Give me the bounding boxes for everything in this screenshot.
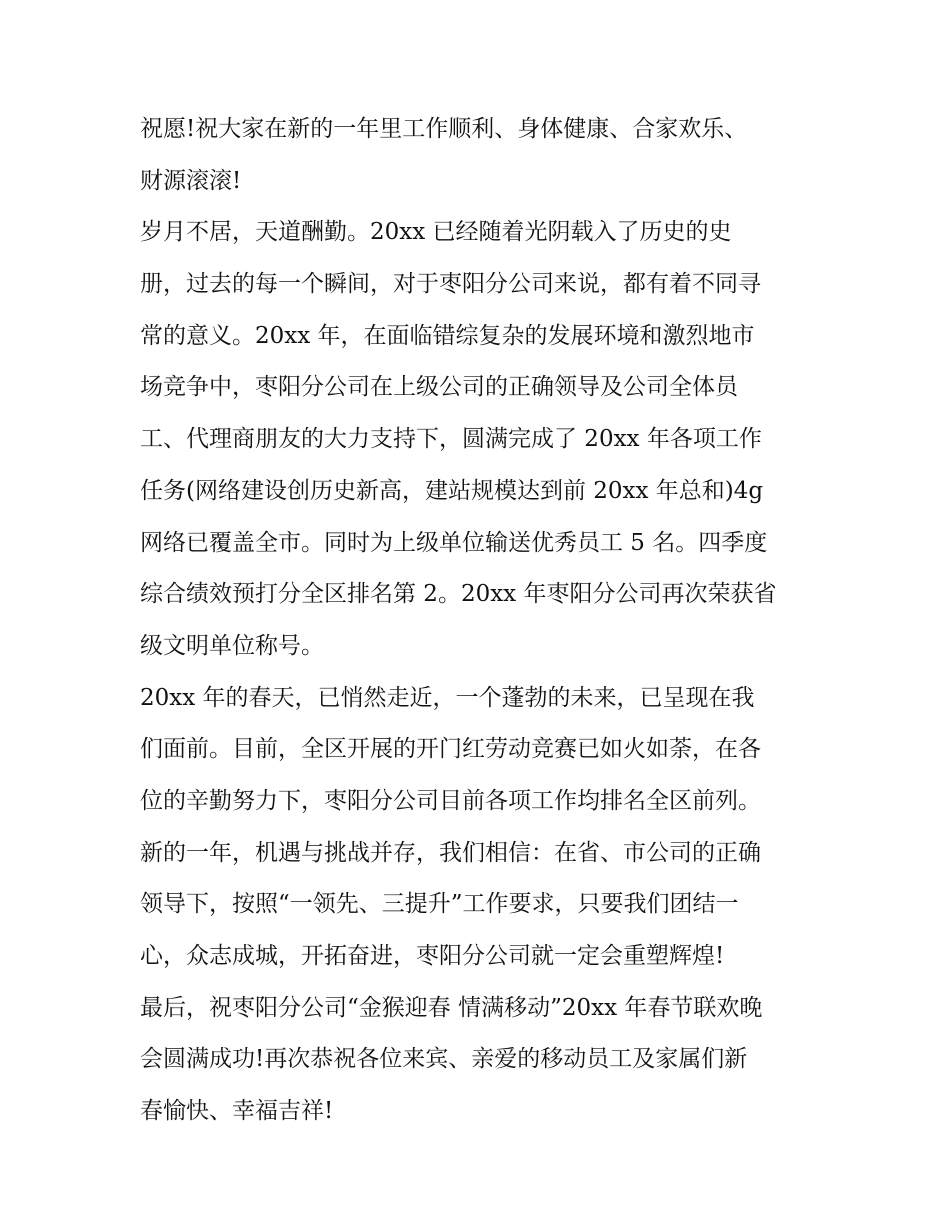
- document-body: [140, 104, 830, 1138]
- text-line: 场竞争中，枣阳分公司在上级公司的正确领导及公司全体员: [140, 374, 738, 401]
- text-line: 工、代理商朋友的大力支持下，圆满完成了 20xx 年各项工作: [140, 426, 762, 453]
- text-line: 财源滚滚!: [140, 167, 242, 194]
- text-line: 岁月不居，天道酬勤。20xx 已经随着光阴载入了历史的史: [140, 219, 732, 246]
- text-line: 新的一年，机遇与挑战并存，我们相信：在省、市公司的正确: [140, 839, 761, 866]
- text-line: 综合绩效预打分全区排名第 2。20xx 年枣阳分公司再次荣获省: [140, 581, 777, 608]
- text-line: 常的意义。20xx 年，在面临错综复杂的发展环境和激烈地市: [140, 322, 755, 349]
- text-line: 祝愿!祝大家在新的一年里工作顺利、身体健康、合家欢乐、: [140, 116, 748, 142]
- text-line: 20xx 年的春天，已悄然走近，一个蓬勃的未来，已呈现在我: [140, 684, 755, 711]
- text-line: 位的辛勤努力下，枣阳分公司目前各项工作均排名全区前列。: [140, 787, 761, 814]
- text-line: 级文明单位称号。: [140, 632, 324, 659]
- text-line: 们面前。目前，全区开展的开门红劳动竞赛已如火如荼，在各: [140, 736, 761, 763]
- text-line: 最后，祝枣阳分公司“金猴迎春 情满移动”20xx 年春节联欢晚: [140, 994, 763, 1021]
- text-line: 领导下，按照“一领先、三提升”工作要求，只要我们团结一: [140, 891, 739, 918]
- text-line: 春愉快、幸福吉祥!: [140, 1098, 334, 1125]
- text-line: 网络已覆盖全市。同时为上级单位输送优秀员工 5 名。四季度: [140, 529, 768, 556]
- text-line: 册，过去的每一个瞬间，对于枣阳分公司来说，都有着不同寻: [140, 271, 761, 298]
- text-line: 心，众志成城，开拓奋进，枣阳分公司就一定会重塑辉煌!: [140, 943, 725, 969]
- text-line: 会圆满成功!再次恭祝各位来宾、亲爱的移动员工及家属们新: [140, 1046, 748, 1073]
- text-line: 任务(网络建设创历史新高，建站规模达到前 20xx 年总和)4g: [140, 477, 764, 504]
